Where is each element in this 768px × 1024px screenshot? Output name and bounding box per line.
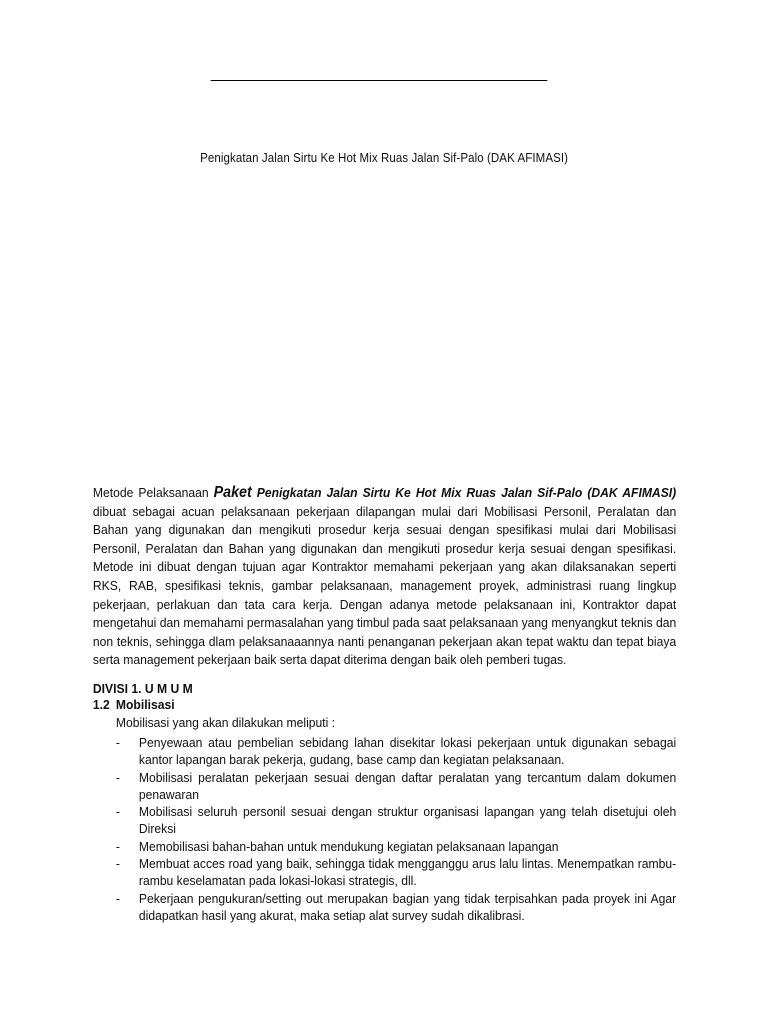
bullet-dash: - xyxy=(115,838,120,854)
mobilisation-list xyxy=(116,734,676,924)
list-item xyxy=(116,855,676,889)
document-title: Penigkatan Jalan Sirtu Ke Hot Mix Ruas Jalan Sif-Palo (DAK AFIMASI) xyxy=(200,151,569,165)
section-number: 1.2 xyxy=(92,697,110,712)
list-item-text: Mobilisasi seluruh personil sesuai dengan struktur organisasi lapangan yang telah disetujui oleh Direksi xyxy=(138,804,677,836)
intro-paragraph xyxy=(93,484,676,670)
section-title: Mobilisasi xyxy=(115,697,175,712)
list-item xyxy=(116,890,676,924)
intro-project-name: Penigkatan Jalan Sirtu Ke Hot Mix Ruas Jalan Sif-Palo (DAK AFIMASI) xyxy=(251,485,677,500)
section-intro: Mobilisasi yang akan dilakukan meliputi : xyxy=(115,715,336,730)
intro-body: dibuat sebagai acuan pelaksanaan pekerjaan dilapangan mulai dari Mobilisasi Personil, Peralatan dan Bahan yang digunakan dan mengikuti prosedur kerja sesuai dengan spesifikasi mulai dari Mobilisasi Personil, Peralatan dan Bahan yang digunakan dan mengikuti prosedur kerja sesuai dengan spesifikasi. Metode ini dibuat dengan tujuan agar Kontraktor memahami pekerjaan yang akan dilaksanakan seperti RKS, RAB, spesifikasi teknis, gambar pelaksanaan, management proyek, administrasi ruang lingkup pekerjaan, perlakuan dan tata cara kerja. Dengan adanya metode pelaksanaan ini, Kontraktor dapat mengetahui dan memahami permasalahan yang timbul pada saat pelaksanaan yang menyangkut teknis dan non teknis, sehingga dlam pelaksanaaannya nanti penanganan pekerjaan akan tepat waktu dan tepat biaya serta management pekerjaan baik serta dapat diterima dengan baik oleh pemberi tugas. xyxy=(92,503,677,668)
list-item xyxy=(116,803,676,837)
intro-lead: Metode Pelaksanaan xyxy=(92,485,214,500)
bullet-dash: - xyxy=(115,735,120,750)
section-heading xyxy=(93,697,175,712)
bullet-dash: - xyxy=(115,804,120,819)
intro-paket-label: Paket xyxy=(213,484,252,501)
bullet-dash: - xyxy=(115,890,120,906)
list-item-text: Mobilisasi peralatan pekerjaan sesuai dengan daftar peralatan yang tercantum dalam dokumen penawaran xyxy=(138,769,677,802)
list-item xyxy=(116,769,676,803)
list-item-text: Memobilisasi bahan-bahan untuk mendukung kegiatan pelaksanaan lapangan xyxy=(138,838,559,854)
list-item-text: Pekerjaan pengukuran/setting out merupakan bagian yang tidak terpisahkan pada proyek ini Agar didapatkan hasil yang akurat, maka setiap alat survey sudah dikalibrasi. xyxy=(138,890,677,923)
bullet-dash: - xyxy=(115,769,120,785)
bullet-dash: - xyxy=(115,856,120,871)
list-item xyxy=(116,838,676,855)
list-item xyxy=(116,734,676,768)
list-item-text: Membuat acces road yang baik, sehingga tidak mengganggu arus lalu lintas. Menempatkan rambu-rambu keselamatan pada lokasi-lokasi strategis, dll. xyxy=(138,856,677,888)
division-heading: DIVISI 1. U M U M xyxy=(92,681,193,696)
list-item-text: Penyewaan atau pembelian sebidang lahan disekitar lokasi pekerjaan untuk digunakan sebagai kantor lapangan barak pekerja, gudang, base camp dan kegiatan pelaksanaan. xyxy=(138,735,677,767)
header-rule xyxy=(211,80,548,81)
